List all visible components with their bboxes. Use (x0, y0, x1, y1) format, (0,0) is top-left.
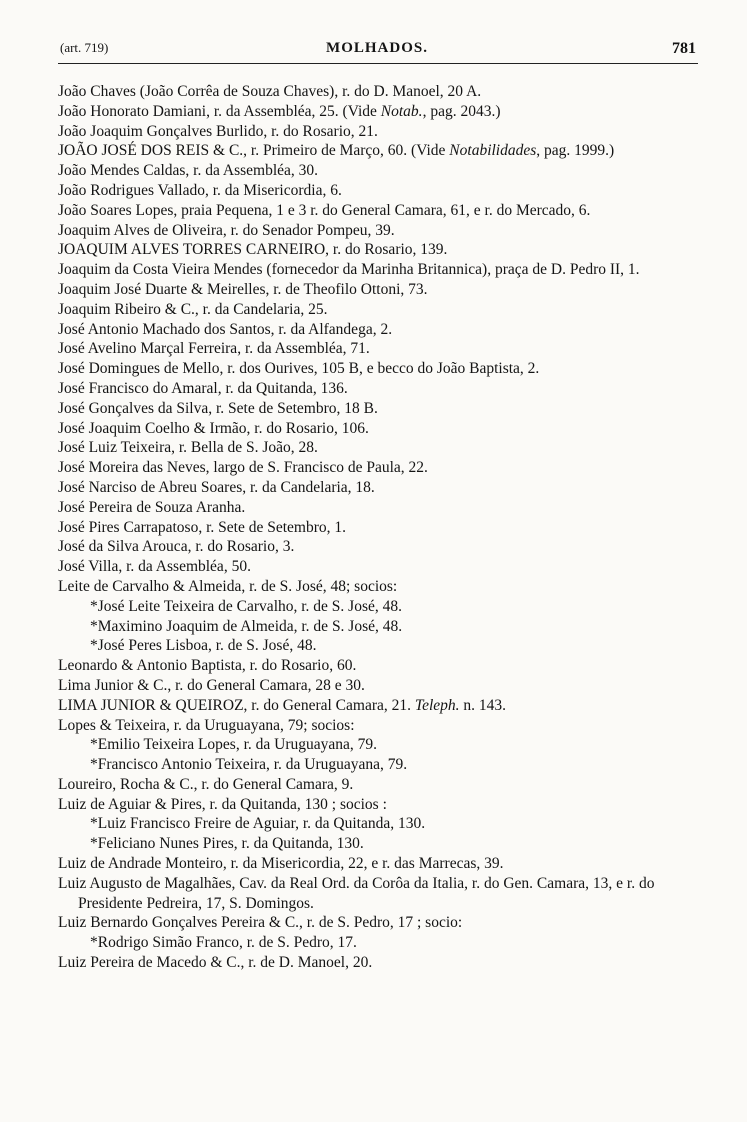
entry-text: Lopes & Teixeira, r. da Uruguayana, 79; socios: (58, 716, 355, 734)
entry-text: João Rodrigues Vallado, r. da Misericordia, 6. (58, 181, 342, 199)
directory-entry (58, 716, 708, 736)
directory-entry (58, 656, 708, 676)
entry-text: JOAQUIM ALVES TORRES CARNEIRO, r. do Rosario, 139. (58, 241, 448, 259)
directory-entry (58, 359, 708, 379)
directory-entry (58, 458, 708, 478)
socio-entry: *Feliciano Nunes Pires, r. da Quitanda, 130. (90, 835, 364, 853)
entry-text: João Soares Lopes, praia Pequena, 1 e 3 r. do General Camara, 61, e r. do Mercado, 6. (58, 201, 591, 219)
directory-entry (58, 300, 708, 320)
entry-text: Joaquim da Costa Vieira Mendes (fornecedor da Marinha Britannica), praça de D. Pedro II, 1. (58, 261, 640, 279)
directory-entry (58, 122, 708, 142)
socio-entry: *José Leite Teixeira de Carvalho, r. de S. José, 48. (90, 597, 402, 615)
entry-text: LIMA JUNIOR & QUEIROZ, r. do General Camara, 21. (58, 696, 415, 714)
directory-entry (58, 320, 708, 340)
entry-text: João Joaquim Gonçalves Burlido, r. do Rosario, 21. (58, 122, 378, 140)
entry-text: Joaquim José Duarte & Meirelles, r. de Theofilo Ottoni, 73. (58, 280, 428, 298)
entry-text: José da Silva Arouca, r. do Rosario, 3. (58, 538, 295, 556)
entry-text: José Narciso de Abreu Soares, r. da Candelaria, 18. (58, 478, 375, 496)
entry-text: JOÃO JOSÉ DOS REIS & C., r. Primeiro de Março, 60. (Vide (58, 142, 450, 160)
directory-entry (58, 102, 708, 122)
entry-text: Luiz de Andrade Monteiro, r. da Misericordia, 22, e r. das Marrecas, 39. (58, 855, 504, 873)
entry-text: Lima Junior & C., r. do General Camara, 28 e 30. (58, 676, 365, 694)
header-rule (58, 63, 698, 64)
entry-reference: Notabilidades (449, 142, 537, 160)
directory-entry (58, 419, 708, 439)
directory-entry (58, 201, 708, 221)
entry-reference: Notab. (380, 102, 423, 120)
socio-entry: *José Peres Lisboa, r. de S. José, 48. (90, 637, 317, 655)
entry-text: José Gonçalves da Silva, r. Sete de Setembro, 18 B. (58, 399, 378, 417)
directory-entry (58, 795, 708, 815)
directory-entry (58, 577, 708, 597)
entry-text: João Chaves (João Corrêa de Souza Chaves), r. do D. Manoel, 20 A. (58, 83, 482, 100)
entry-text: José Luiz Teixeira, r. Bella de S. João, 28. (58, 439, 318, 457)
entry-text: João Mendes Caldas, r. da Assembléa, 30. (58, 162, 319, 180)
entry-text: Luiz Augusto de Magalhães, Cav. da Real Ord. da Corôa da Italia, r. do Gen. Camara, 13, e r. do Presidente Pedreira, 17, S. Domingos. (58, 874, 655, 912)
directory-entry (58, 221, 708, 241)
directory-entry (58, 518, 708, 538)
entry-text: Loureiro, Rocha & C., r. do General Camara, 9. (58, 775, 354, 793)
directory-entry (58, 399, 708, 419)
entry-text-tail: , pag. 2043.) (422, 102, 501, 120)
socio-entry: *Emilio Teixeira Lopes, r. da Uruguayana, 79. (90, 736, 378, 754)
section-title: MOLHADOS. (326, 40, 428, 56)
entry-text: Joaquim Ribeiro & C., r. da Candelaria, 25. (58, 300, 328, 318)
directory-entry (58, 696, 708, 716)
directory-entry (58, 280, 708, 300)
directory-entry (58, 953, 708, 973)
entry-text: João Honorato Damiani, r. da Assembléa, 25. (Vide (58, 102, 381, 120)
directory-entry (58, 775, 708, 795)
directory-entry (58, 854, 708, 874)
directory-entry (58, 260, 708, 280)
directory-entry (58, 240, 708, 260)
page-header (58, 36, 696, 64)
directory-entry (58, 339, 708, 359)
entry-text: Luiz Pereira de Macedo & C., r. de D. Manoel, 20. (58, 954, 373, 972)
entry-reference: Teleph. (414, 696, 460, 714)
directory-entry (58, 913, 708, 933)
entry-text: Joaquim Alves de Oliveira, r. do Senador Pompeu, 39. (58, 221, 395, 239)
entry-text: José Pires Carrapatoso, r. Sete de Setembro, 1. (58, 518, 346, 536)
directory-entry (58, 874, 708, 914)
directory-entry (58, 141, 708, 161)
entry-text: José Francisco do Amaral, r. da Quitanda, 136. (58, 379, 348, 397)
entry-text: José Pereira de Souza Aranha. (58, 498, 246, 516)
entry-text: José Joaquim Coelho & Irmão, r. do Rosario, 106. (58, 419, 369, 437)
socio-entry: *Maximino Joaquim de Almeida, r. de S. José, 48. (90, 617, 403, 635)
directory-entry (58, 161, 708, 181)
socio-entry: *Rodrigo Simão Franco, r. de S. Pedro, 17. (90, 934, 357, 952)
entry-text: José Villa, r. da Assembléa, 50. (58, 558, 251, 576)
article-reference: (art. 719) (60, 40, 109, 55)
directory-entry (58, 181, 708, 201)
entry-text: Leite de Carvalho & Almeida, r. de S. José, 48; socios: (58, 577, 398, 595)
page-number: 781 (672, 40, 696, 57)
entry-text: José Antonio Machado dos Santos, r. da Alfandega, 2. (58, 320, 393, 338)
entry-list (58, 82, 708, 973)
entry-text-tail: n. 143. (459, 696, 507, 714)
directory-entry (58, 557, 708, 577)
directory-entry (58, 498, 708, 518)
directory-entry (58, 379, 708, 399)
directory-entry (58, 438, 708, 458)
entry-text: José Domingues de Mello, r. dos Ourives, 105 B, e becco do João Baptista, 2. (58, 360, 540, 378)
entry-text: Luiz Bernardo Gonçalves Pereira & C., r. de S. Pedro, 17 ; socio: (58, 914, 463, 932)
entry-text: José Avelino Marçal Ferreira, r. da Assembléa, 71. (58, 340, 370, 358)
directory-entry (58, 537, 708, 557)
entry-text: Luiz de Aguiar & Pires, r. da Quitanda, 130 ; socios : (58, 795, 387, 813)
socio-entry: *Francisco Antonio Teixeira, r. da Uruguayana, 79. (90, 756, 408, 774)
entry-text: Leonardo & Antonio Baptista, r. do Rosario, 60. (58, 657, 357, 675)
directory-entry (58, 478, 708, 498)
entry-text-tail: , pag. 1999.) (536, 142, 615, 160)
directory-entry (58, 676, 708, 696)
entry-text: José Moreira das Neves, largo de S. Francisco de Paula, 22. (58, 459, 428, 477)
directory-entry (58, 82, 708, 102)
socio-entry: *Luiz Francisco Freire de Aguiar, r. da Quitanda, 130. (90, 815, 426, 833)
